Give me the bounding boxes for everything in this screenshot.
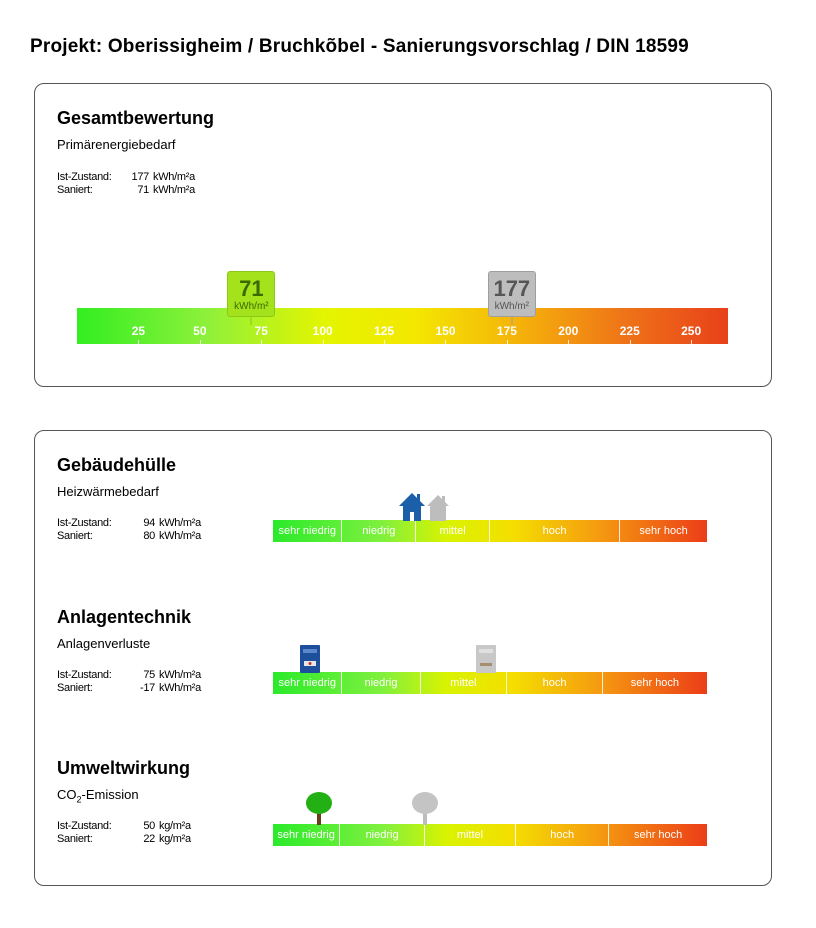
tick-mark xyxy=(691,340,692,344)
saniert-marker-value: 71 xyxy=(239,276,264,301)
envelope-saniert-unit: kWh/m²a xyxy=(159,530,201,542)
plant-ist-unit: kWh/m²a xyxy=(159,669,201,681)
environment-values xyxy=(57,820,191,846)
overall-ist-unit: kWh/m²a xyxy=(153,171,195,183)
tick-mark xyxy=(445,340,446,344)
saniert-marker-unit: kWh/m² xyxy=(234,301,269,312)
scale-segment: mittel xyxy=(416,520,490,542)
envelope-ist-value: 94 xyxy=(143,517,155,529)
tick-mark xyxy=(568,340,569,344)
environment-scale xyxy=(273,824,707,846)
ist-marker-value: 177 xyxy=(493,276,531,301)
tick-mark xyxy=(261,340,262,344)
environment-ist-value: 50 xyxy=(143,820,155,832)
environment-ist-label: Ist-Zustand: xyxy=(57,820,112,832)
plant-ist-value: 75 xyxy=(143,669,155,681)
environment-ist-unit: kg/m²a xyxy=(159,820,191,832)
scale-segment: mittel xyxy=(425,824,516,846)
environment-saniert-unit: kg/m²a xyxy=(159,833,191,845)
scale-segment: sehr hoch xyxy=(633,829,683,841)
scale-segment: sehr niedrig xyxy=(273,520,342,542)
overall-values xyxy=(57,171,195,197)
tick-label: 50 xyxy=(193,324,207,338)
scale-segment: sehr niedrig xyxy=(273,824,340,846)
overall-saniert-value: 71 xyxy=(137,184,149,196)
plant-saniert-unit: kWh/m²a xyxy=(159,682,201,694)
envelope-values xyxy=(57,517,201,543)
scale-segment: hoch xyxy=(507,672,602,694)
tick-mark xyxy=(200,340,201,344)
tick-label: 25 xyxy=(131,324,146,338)
envelope-title: Gebäudehülle xyxy=(57,455,177,475)
tick-label: 225 xyxy=(619,324,640,338)
scale-segment: niedrig xyxy=(340,824,425,846)
tick-mark xyxy=(323,340,324,344)
environment-saniert-label: Saniert: xyxy=(57,833,93,845)
plant-scale xyxy=(273,672,707,694)
environment-saniert-value: 22 xyxy=(143,833,155,845)
scale-segment: hoch xyxy=(516,824,609,846)
plant-values xyxy=(57,669,201,695)
envelope-scale xyxy=(273,520,707,542)
tick-mark xyxy=(384,340,385,344)
envelope-saniert-value: 80 xyxy=(143,530,155,542)
tick-label: 125 xyxy=(374,324,395,338)
ist-marker xyxy=(488,271,536,317)
overall-subtitle: Primärenergiebedarf xyxy=(57,137,176,152)
boiler-icon-renovated xyxy=(300,645,320,673)
tick-mark xyxy=(507,340,508,344)
tick-mark xyxy=(630,340,631,344)
tick-label: 100 xyxy=(312,324,333,338)
scale-segment: hoch xyxy=(490,520,620,542)
saniert-marker xyxy=(227,271,275,317)
tick-label: 250 xyxy=(681,324,702,338)
plant-ist-label: Ist-Zustand: xyxy=(57,669,112,681)
tree-icon-current xyxy=(411,791,439,825)
page-title: Projekt: Oberissigheim / Bruchkõbel - Sanierungsvorschlag / DIN 18599 xyxy=(30,36,689,57)
plant-subtitle: Anlagenverluste xyxy=(57,636,151,651)
tick-label: 75 xyxy=(254,324,268,338)
saniert-pointer xyxy=(251,317,252,325)
overall-ist-value: 177 xyxy=(131,171,149,183)
scale-segment: niedrig xyxy=(342,520,416,542)
environment-title: Umweltwirkung xyxy=(57,758,191,778)
envelope-subtitle: Heizwärmebedarf xyxy=(57,484,159,499)
environment-subtitle: $CO_2$-Emission xyxy=(57,787,139,805)
scale-segment: mittel xyxy=(421,672,508,694)
house-icon-current xyxy=(426,493,450,521)
tick-label: 200 xyxy=(558,324,579,338)
overall-title: Gesamtbewertung xyxy=(57,108,215,128)
overall-ist-label: Ist-Zustand: xyxy=(57,171,112,183)
overall-saniert-label: Saniert: xyxy=(57,184,93,196)
tick-label: 150 xyxy=(435,324,456,338)
boiler-icon-current xyxy=(476,645,496,673)
envelope-saniert-label: Saniert: xyxy=(57,530,93,542)
scale-segment: sehr hoch xyxy=(639,525,688,537)
tick-mark xyxy=(138,340,139,344)
overall-saniert-unit: kWh/m²a xyxy=(153,184,195,196)
scale-segment: sehr hoch xyxy=(630,677,680,689)
plant-saniert-value: -17 xyxy=(140,682,155,694)
tree-icon-renovated xyxy=(305,791,333,825)
scale-segment: sehr niedrig xyxy=(273,672,342,694)
tick-label: 175 xyxy=(496,324,517,338)
envelope-ist-unit: kWh/m²a xyxy=(159,517,201,529)
plant-title: Anlagentechnik xyxy=(57,607,192,627)
house-icon-renovated xyxy=(398,491,426,521)
ist-marker-unit: kWh/m² xyxy=(494,301,530,312)
envelope-ist-label: Ist-Zustand: xyxy=(57,517,112,529)
overall-panel xyxy=(34,83,772,387)
plant-saniert-label: Saniert: xyxy=(57,682,93,694)
details-panel xyxy=(34,430,772,886)
scale-segment: niedrig xyxy=(342,672,420,694)
